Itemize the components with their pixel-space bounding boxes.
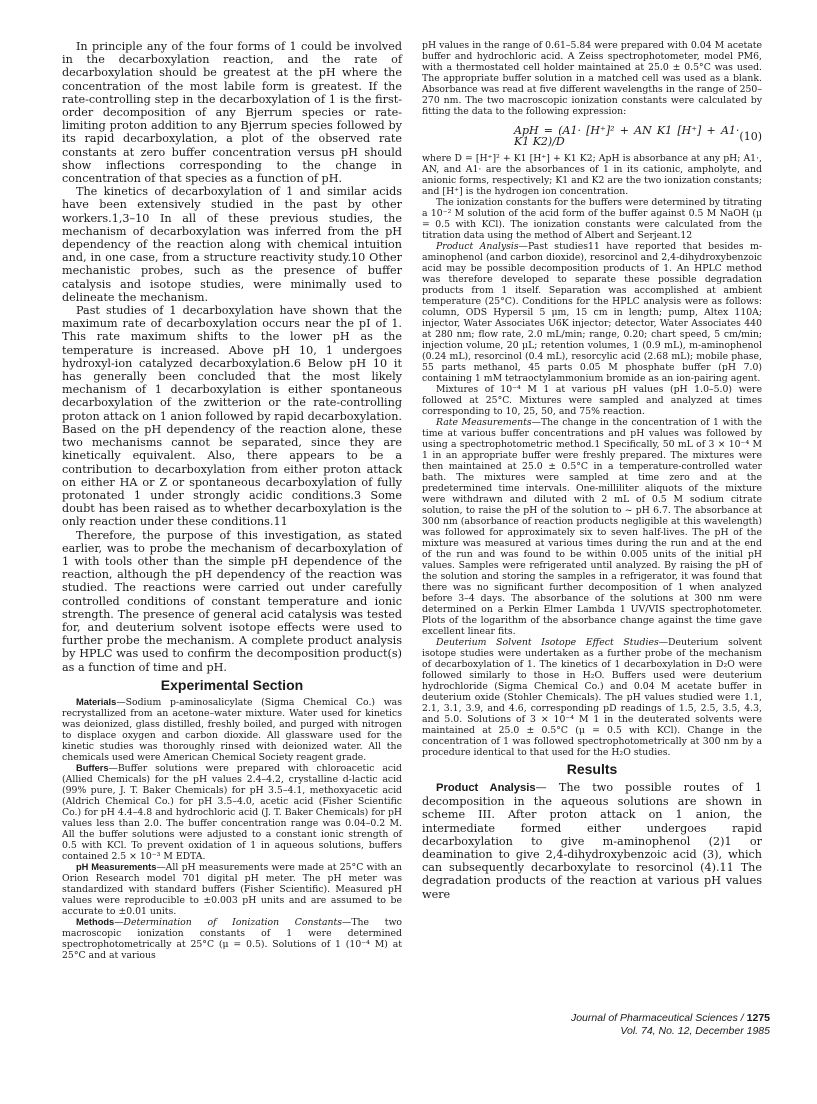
page-number: 1275 — [746, 1012, 770, 1024]
materials-paragraph — [62, 697, 402, 763]
equation-10 — [422, 125, 762, 147]
methods-paragraph — [62, 917, 402, 961]
deuterium-text: —Deuterium solvent isotope studies were undertaken as a further probe of the mechanism of decarboxylation of 1. The kinetics of 1 decarboxylation in D₂O were followed similarly to those in H₂O. Buffers used were deuterium hydrochloride (Sigma Chemical Co.) and 0.04 M acetate buffer in deuterium oxide (Stohler Chemicals). The pH values studied were 1.1, 2.1, 3.1, 3.9, and 4.6, corresponding pD readings of 1.5, 2.5, 3.5, 4.3, and 5.0. Solutions of 3 × 10⁻⁴ M 1 in the deuterated solvents were maintained at 25.0 ± 0.5°C (μ = 0.5 with KCl). Change in the concentration of 1 was followed spectrophotometrically at 300 nm by a procedure identical to that used for the H₂O studies. — [422, 637, 762, 758]
buffer-ionization-paragraph: The ionization constants for the buffers were determined by titrating a 10⁻² M solution of the acid form of the buffer against 0.5 M NaOH (μ = 0.5 with KCl). The ionization constants were calculated from the titration data using the method of Albert and Serjeant.12 — [422, 197, 762, 241]
volume-line: Vol. 74, No. 12, December 1985 — [620, 1025, 770, 1037]
buffers-paragraph — [62, 763, 402, 862]
product-analysis-text: —Past studies11 have reported that besides m-aminophenol (and carbon dioxide), resorcinol and 2,4-dihydroxybenzoic acid may be possible decomposition products of 1. An HPLC method was therefore developed to separate these possible degradation products from 1 itself. Separation was accomplished at ambient temperature (25°C). Conditions for the HPLC analysis were as follows: column, ODS Hypersil 5 μm, 15 cm in length; pump, Altex 110A; injector, Water Associates U6K injector; detector, Water Associates 440 at 280 nm; flow rate, 2.0 mL/min; range, 0.20; chart speed, 5 cm/min; injection volume, 20 μL; retention volumes, 1 (0.9 mL), m-aminophenol (0.24 mL), resorcinol (0.4 mL), resorcylic acid (2.68 mL); mobile phase, 55 parts methanol, 45 parts 0.05 M phosphate buffer (pH 7.0) containing 1 mM tetraoctylammonium bromide as an ion-pairing agent. — [422, 241, 762, 384]
results-label: Product Analysis — [436, 782, 536, 794]
equation-number: (10) — [739, 129, 762, 143]
left-column — [62, 40, 402, 961]
rate-measurements-text: —The change in the concentration of 1 with the time at various buffer concentrations and pH values was followed by using a spectrophotometric method.1 Specifically, 50 mL of 3 × 10⁻⁴ M 1 in an appropriate buffer were freshly prepared. The mixtures were then maintained at 25.0 ± 0.5°C in a temperature-controlled water bath. The mixtures were sampled at time zero and at the predetermined time intervals. One-milliliter aliquots of the mixture were withdrawn and diluted with 2 mL of 0.5 M sodium citrate solution, to raise the pH of the solution to ~ pH 6.7. The absorbance at 300 nm (absorbance of reaction products negligible at this wavelength) was followed for approximately six to seven half-lives. The pH of the mixture was measured at various times during the run and at the end of the run and was found to be within 0.005 units of the initial pH values. Samples were refrigerated until analyzed. By raising the pH of the solution and storing the samples in a refrigerator, it was found that there was no significant further decomposition of 1 when analyzed before 3–4 days. The absorbance of the solutions at 300 nm were determined on a Perkin Elmer Lambda 1 UV/VIS spectrophotometer. Plots of the logarithm of the absorbance change against the time gave excellent linear fits. — [422, 417, 762, 637]
rate-measurements-paragraph — [422, 417, 762, 637]
product-analysis-label: Product Analysis — [436, 241, 519, 252]
journal-name: Journal of Pharmaceutical Sciences / — [570, 1012, 747, 1024]
buffers-label: Buffers — [76, 763, 109, 774]
rate-measurements-label: Rate Measurements — [436, 417, 532, 428]
deuterium-paragraph — [422, 637, 762, 758]
equation-definitions: where D = [H⁺]² + K1 [H⁺] + K1 K2; ApH is absorbance at any pH; A1·, AN, and A1· are the absorbances of 1 in its cationic, ampholyte, and anionic forms, respectively; K1 and K2 are the two ionization constants; and [H⁺] is the hydrogen ion concentration. — [422, 153, 762, 197]
ionization-paragraph: pH values in the range of 0.61–5.84 were prepared with 0.04 M acetate buffer and hydrochloric acid. A Zeiss spectrophotometer, model PM6, with a thermostated cell holder maintained at 25.0 ± 0.5°C was used. The appropriate buffer solution in a matched cell was used as a blank. Absorbance was read at five different wavelengths in the range of 250–270 nm. The two macroscopic ionization constants were calculated by fitting the data to the following expression: — [422, 40, 762, 117]
intro-paragraph-1: In principle any of the four forms of 1 could be involved in the decarboxylation reaction, and the rate of decarboxylation should be greatest at the pH where the concentration of the most labile form is greatest. If the rate-controlling step in the decarboxylation of 1 is the first-order decomposition of any Bjerrum species or rate-limiting proton addition to any Bjerrum species followed by its rapid decarboxylation, a plot of the observed rate constants at zero buffer concentration versus pH should show inflections corresponding to the change in concentration of that species as a function of pH. — [62, 40, 402, 186]
materials-text: —Sodium p-aminosalicylate (Sigma Chemical Co.) was recrystallized from an acetone–water mixture. Water used for kinetics was deionized, glass distilled, freshly boiled, and purged with nitrogen to displace oxygen and carbon dioxide. All glassware used for the kinetic studies was thoroughly rinsed with deionized water. All the chemicals used were American Chemical Society reagent grade. — [62, 697, 402, 764]
methods-subtitle: —Determination of Ionization Constants — [114, 917, 343, 929]
ph-text: —All pH measurements were made at 25°C with an Orion Research model 701 digital pH meter. The pH meter was standardized with standard buffers (Fisher Scientific). Measured pH values were reproducible to ±0.003 pH units and are assumed to be accurate to ±0.01 units. — [62, 862, 402, 918]
deuterium-label: Deuterium Solvent Isotope Effect Studies — [436, 637, 659, 648]
results-text: — The two possible routes of 1 decomposition in the aqueous solutions are shown in scheme III. After proton attack on 1 anion, the intermediate formed either undergoes rapid decarboxylation to give m-aminophenol (2)1 or deamination to give 2,4-dihydroxybenzoic acid (3), which can subsequently decarboxylate to resorcinol (4).11 The degradation products of the reaction at various pH values were — [422, 781, 762, 901]
results-heading: Results — [566, 761, 618, 777]
ph-paragraph — [62, 862, 402, 917]
intro-paragraph-3: Past studies of 1 decarboxylation have shown that the maximum rate of decarboxylation occurs near the pI of 1. This rate maximum shifts to the lower pH as the temperature is increased. Above pH 10, 1 undergoes hydroxyl-ion catalyzed decarboxylation.6 Below pH 10 it has generally been concluded that the most likely mechanism of 1 decarboxylation is either spontaneous decarboxylation of the zwitterion or the rate-controlling proton attack on 1 anion followed by rapid decarboxylation. Based on the pH dependency of the reaction alone, these two mechanisms cannot be separated, since they are kinetically equivalent. Also, there appears to be a contribution to decarboxylation from either proton attack on either HA or Z or spontaneous decarboxylation of fully protonated 1 under strongly acidic conditions.3 Some doubt has been raised as to whether decarboxylation is the only reaction under these conditions.11 — [62, 304, 402, 529]
equation-expression: ApH = (A1· [H⁺]² + AN K1 [H⁺] + A1· K1 K2)/D — [514, 124, 740, 148]
results-paragraph — [422, 781, 762, 901]
journal-line — [540, 1012, 770, 1025]
methods-text: —The two macroscopic ionization constants of 1 were determined spectrophotometrically at 25°C (μ = 0.5). Solutions of 1 (10⁻⁴ M) at 25°C and at various — [62, 917, 402, 962]
page-footer — [540, 1012, 770, 1038]
ph-label: pH Measurements — [76, 862, 157, 873]
materials-label: Materials — [76, 697, 117, 708]
methods-label: Methods — [76, 917, 115, 928]
intro-paragraph-4: Therefore, the purpose of this investigation, as stated earlier, was to probe the mechanism of decarboxylation of 1 with tools other than the simple pH dependence of the reaction, although the pH dependency of the reaction was studied. The reactions were carried out under carefully controlled conditions of constant temperature and ionic strength. The presence of general acid catalysis was tested for, and deuterium solvent isotope effects were used to further probe the mechanism. A complete product analysis by HPLC was used to confirm the decomposition product(s) as a function of time and pH. — [62, 528, 402, 674]
experimental-heading: Experimental Section — [160, 676, 304, 693]
intro-paragraph-2: The kinetics of decarboxylation of 1 and similar acids have been extensively studied in the past by other workers.1,3–10 In all of these previous studies, the mechanism of decarboxylation was inferred from the pH dependency of the reaction along with chemical intuition and, in one case, from a structure reactivity study.10 Other mechanistic probes, such as the presence of buffer catalysis and isotope studies, were minimally used to delineate the mechanism. — [62, 185, 402, 304]
right-column — [422, 40, 762, 901]
product-analysis-paragraph — [422, 241, 762, 384]
mixtures-paragraph: Mixtures of 10⁻⁴ M 1 at various pH values (pH 1.0–5.0) were followed at 25°C. Mixtures were sampled and analyzed at times corresponding to 10, 25, 50, and 75% reaction. — [422, 384, 762, 417]
buffers-text: —Buffer solutions were prepared with chloroacetic acid (Allied Chemicals) for the pH values 2.4–4.2, crystalline d-lactic acid (99% pure, J. T. Baker Chemicals) for pH 3.5–4.1, methoxyacetic acid (Aldrich Chemical Co.) for pH 3.5–4.0, acetic acid (Fisher Scientific Co.) for pH 4.4–4.8 and hydrochloric acid (J. T. Baker Chemicals) for pH values less than 2.0. The buffer concentration range was 0.04–0.2 M. All the buffer solutions were adjusted to a constant ionic strength of 0.5 with KCl. To prevent oxidation of 1 in aqueous solutions, buffers contained 2.5 × 10⁻³ M EDTA. — [62, 763, 402, 863]
